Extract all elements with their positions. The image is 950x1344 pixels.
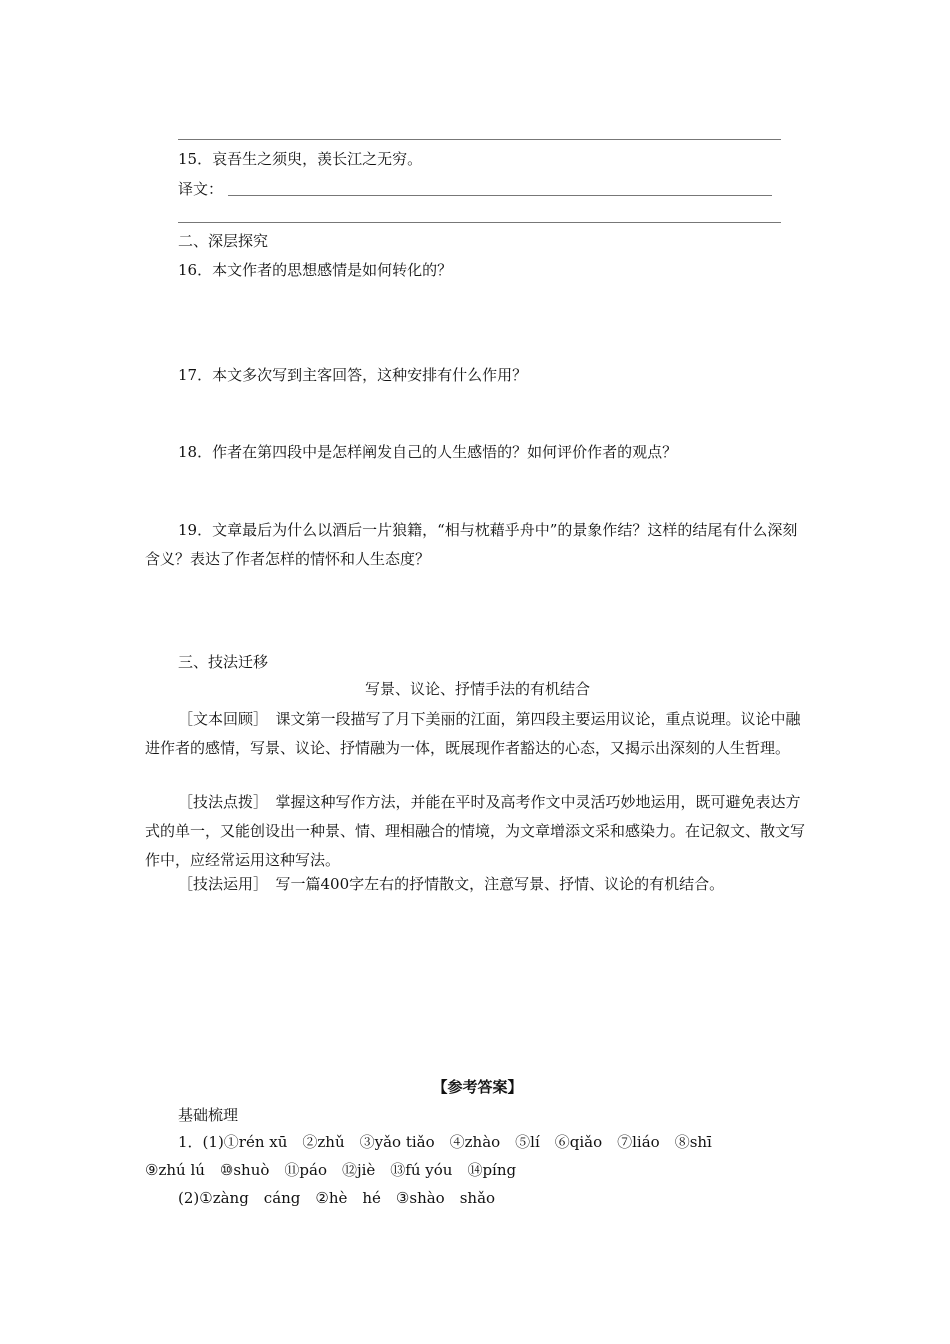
answer-line-1: 1．(1)①rén xū ②zhǔ ③yǎo tiǎo ④zhào ⑤lí ⑥qiǎo ⑦liáo ⑧shī — [178, 1133, 712, 1151]
technique-practice-paragraph: ［技法运用］ 写一篇400字左右的抒情散文，注意写景、抒情、议论的有机结合。 — [178, 875, 725, 893]
text-review-paragraph: ［文本回顾］ 课文第一段描写了月下美丽的江面，第四段主要运用议论，重点说理。议论中融进作者的感情，写景、议论、抒情融为一体，既展现作者豁达的心态，又揭示出深刻的人生哲理。 — [145, 710, 801, 757]
answer-line — [178, 222, 781, 223]
answers-subheading: 基础梳理 — [178, 1106, 239, 1124]
section-heading: 二、深层探究 — [178, 232, 269, 250]
answer-line-2: ⑨zhú lú ⑩shuò ⑪páo ⑫jiè ⑬fú yóu ⑭píng — [145, 1161, 517, 1179]
answers-heading: 【参考答案】 — [432, 1078, 523, 1096]
section-heading: 三、技法迁移 — [178, 653, 269, 671]
section-title: 写景、议论、抒情手法的有机结合 — [364, 680, 590, 698]
answer-line-3: (2)①zàng cáng ②hè hé ③shào shǎo — [178, 1189, 496, 1207]
answer-line — [178, 139, 781, 140]
translation-answer-line — [228, 195, 772, 196]
translation-label: 译文： — [178, 180, 224, 198]
question-16: 16．本文作者的思想感情是如何转化的？ — [178, 261, 453, 279]
question-19: 19．文章最后为什么以酒后一片狼籍，“相与枕藉乎舟中”的景象作结？这样的结尾有什么深刻含义？表达了作者怎样的情怀和人生态度？ — [145, 521, 798, 568]
question-18: 18．作者在第四段中是怎样阐发自己的人生感悟的？如何评价作者的观点？ — [178, 443, 678, 461]
technique-tips-paragraph: ［技法点拨］ 掌握这种写作方法，并能在平时及高考作文中灵活巧妙地运用，既可避免表达方式的单一，又能创设出一种景、情、理相融合的情境，为文章增添文采和感染力。在记叙文、散文写作中，应经常运用这种写法。 — [145, 793, 806, 869]
question-15: 15．哀吾生之须臾，羡长江之无穷。 — [178, 150, 423, 168]
question-17: 17．本文多次写到主客回答，这种安排有什么作用？ — [178, 366, 528, 384]
